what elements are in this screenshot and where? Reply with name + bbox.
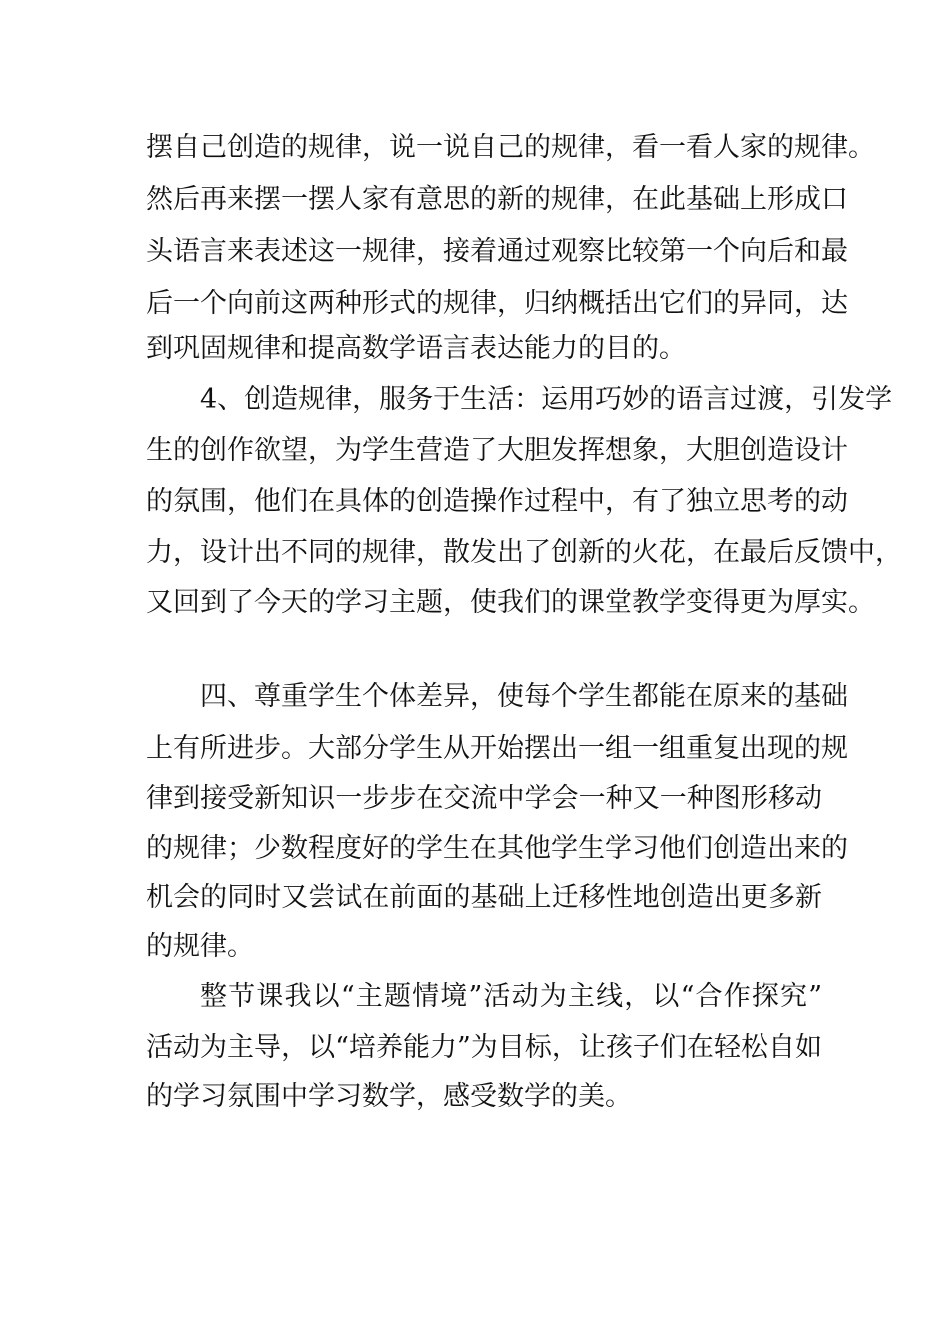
text-line: 4、创造规律，服务于生活：运用巧妙的语言过渡，引发学 <box>200 384 893 415</box>
text-line: 整节课我以“主题情境”活动为主线，以“合作探究” <box>200 981 822 1012</box>
text-line: 律到接受新知识一步步在交流中学会一种又一种图形移动 <box>146 783 822 814</box>
text-line: 机会的同时又尝试在前面的基础上迁移性地创造出更多新 <box>146 882 822 913</box>
text-line: 摆自己创造的规律，说一说自己的规律，看一看人家的规律。 <box>146 132 875 163</box>
text-line: 然后再来摆一摆人家有意思的新的规律，在此基础上形成口 <box>146 184 848 215</box>
text-line: 上有所进步。大部分学生从开始摆出一组一组重复出现的规 <box>146 733 848 764</box>
text-line: 到巩固规律和提高数学语言表达能力的目的。 <box>146 333 686 364</box>
text-line: 的氛围，他们在具体的创造操作过程中，有了独立思考的动 <box>146 486 848 517</box>
text-line: 的学习氛围中学习数学，感受数学的美。 <box>146 1081 632 1112</box>
text-line: 活动为主导，以“培养能力”为目标，让孩子们在轻松自如 <box>146 1032 822 1063</box>
text-line: 的规律；少数程度好的学生在其他学生学习他们创造出来的 <box>146 833 848 864</box>
text-line: 力，设计出不同的规律，散发出了创新的火花，在最后反馈中， <box>146 537 902 568</box>
text-line: 后一个向前这两种形式的规律，归纳概括出它们的异同，达 <box>146 288 848 319</box>
text-line: 的规律。 <box>146 931 254 962</box>
text-line: 生的创作欲望，为学生营造了大胆发挥想象，大胆创造设计 <box>146 435 848 466</box>
text-line: 四、尊重学生个体差异，使每个学生都能在原来的基础 <box>200 681 848 712</box>
text-line: 又回到了今天的学习主题，使我们的课堂教学变得更为厚实。 <box>146 587 875 618</box>
text-line: 头语言来表述这一规律，接着通过观察比较第一个向后和最 <box>146 236 848 267</box>
